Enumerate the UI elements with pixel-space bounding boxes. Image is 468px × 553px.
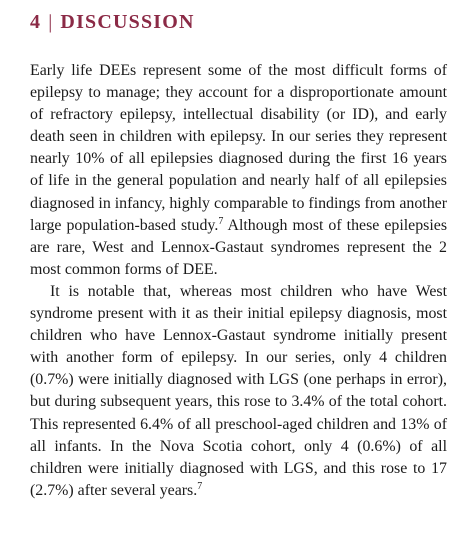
section-number: 4 [30, 11, 42, 33]
paragraph [30, 60, 447, 281]
text-run: It is notable that, whereas most children who have West syndrome present with it as their initial epilepsy diagnosis, most children who have Lennox-Gastaut syndrome initially present with another form of epilepsy. In our series, only 4 children (0.7%) were initially diagnosed with LGS (one perhaps in error), but during subsequent years, this rose to 3.4% of the total cohort. This represented 6.4% of all preschool-aged children and 13% of all infants. In the Nova Scotia cohort, only 4 (0.6%) of all children were initially diagnosed with LGS, and this rose to 17 (2.7%) after several years. [30, 282, 447, 499]
paragraph [30, 281, 447, 502]
section-heading [30, 11, 195, 34]
citation-ref: 7 [197, 480, 203, 492]
citation-ref: 7 [218, 215, 224, 227]
text-run: Although most of these epilepsies are rare, West and Lennox-Gastaut syndromes represent the 2 most common forms of DEE. [30, 216, 448, 278]
section-title: DISCUSSION [60, 11, 195, 33]
discussion-body [30, 60, 447, 502]
section-separator: | [48, 11, 54, 33]
text-run: Early life DEEs represent some of the most difficult forms of epilepsy to manage; they account for a disproportionate amount of refractory epilepsy, intellectual disability (or ID), and early death seen in children with epilepsy. In our series they represent nearly 10% of all epilepsies diagnosed during the first 16 years of life in the general population and nearly half of all epilepsies diagnosed in infancy, highly comparable to findings from another large population-based study. [30, 62, 447, 234]
